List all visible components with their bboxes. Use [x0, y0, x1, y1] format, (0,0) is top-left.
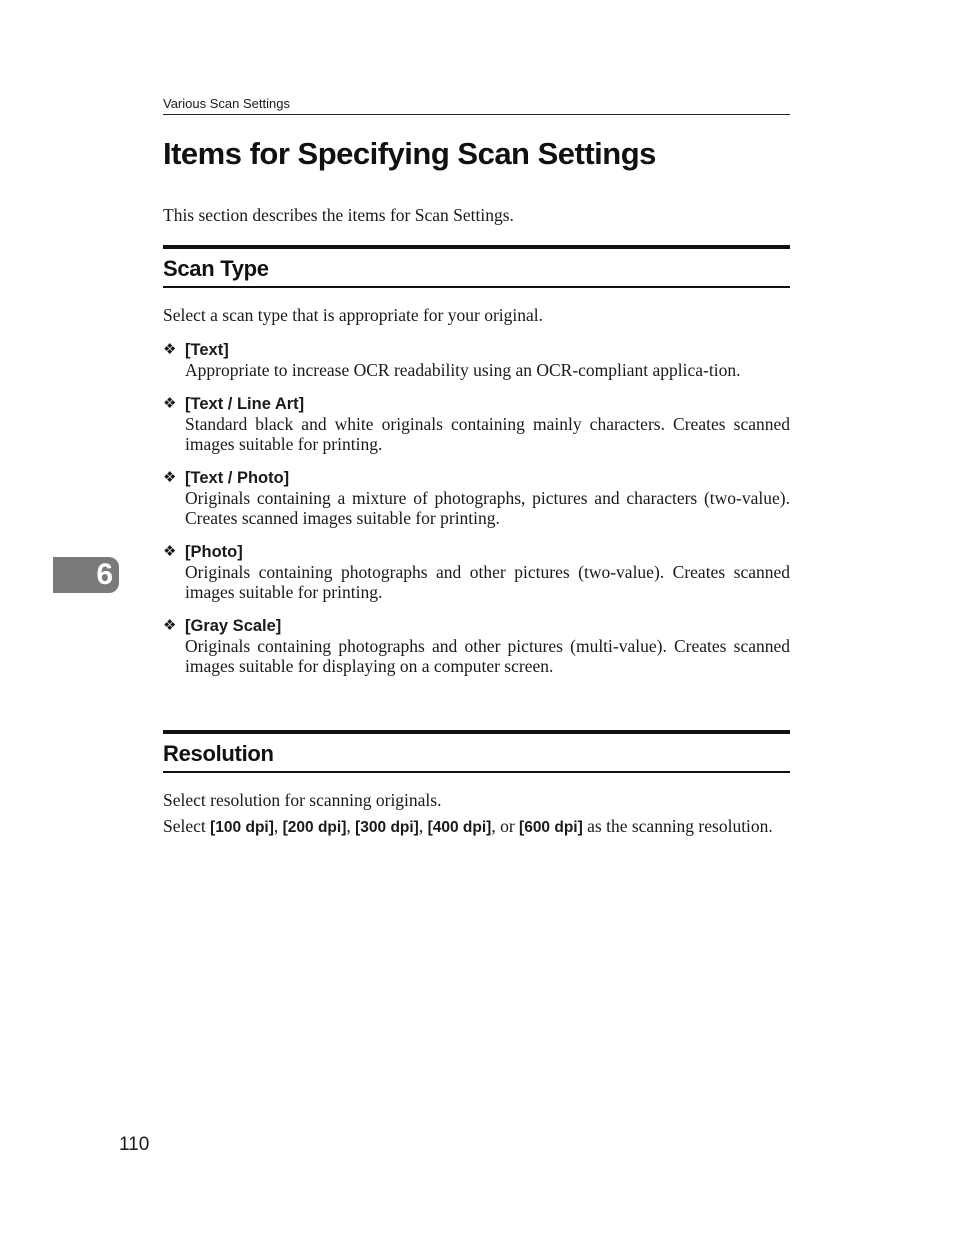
- scan-type-item-text-line-art: [163, 394, 790, 454]
- running-header: [163, 96, 790, 115]
- diamond-bullet-icon: ❖: [163, 543, 177, 560]
- resolution-heading: Resolution: [163, 730, 790, 773]
- item-label: [Text / Line Art]: [185, 395, 305, 413]
- select-prefix: Select: [163, 816, 206, 836]
- intro-text: This section describes the items for Scan Settings.: [163, 205, 514, 225]
- scan-type-section: [163, 245, 790, 676]
- scan-type-item-photo: [163, 542, 790, 602]
- scan-type-heading: Scan Type: [163, 245, 790, 288]
- item-description: Standard black and white originals containing mainly characters. Creates scanned images suitable for printing.: [185, 414, 790, 454]
- scan-type-item-text: [163, 340, 790, 380]
- item-description: Originals containing photographs and other pictures (two-value). Creates scanned images suitable for printing.: [185, 562, 790, 602]
- option-600-dpi: [600 dpi]: [519, 819, 583, 836]
- diamond-bullet-icon: ❖: [163, 395, 177, 412]
- scan-type-item-text-photo: [163, 468, 790, 528]
- option-300-dpi: [300 dpi]: [355, 819, 419, 836]
- separator: ,: [273, 816, 279, 836]
- or-separator: , or: [491, 816, 515, 836]
- resolution-description: Select resolution for scanning originals.: [163, 790, 442, 810]
- resolution-section: [163, 730, 790, 839]
- page-number: 110: [119, 1134, 150, 1155]
- separator: ,: [346, 816, 351, 836]
- item-label: [Text / Photo]: [185, 469, 290, 487]
- item-description: Appropriate to increase OCR readability using an OCR-compliant applica-tion.: [185, 360, 741, 380]
- chapter-tab: [53, 557, 119, 593]
- item-description: Originals containing a mixture of photographs, pictures and characters (two-value). Creates scanned images suitable for printing.: [185, 488, 790, 528]
- page-title: Items for Specifying Scan Settings: [163, 136, 656, 171]
- option-400-dpi: [400 dpi]: [427, 819, 492, 836]
- diamond-bullet-icon: ❖: [163, 341, 177, 358]
- item-label: [Text]: [185, 341, 229, 359]
- item-label: [Photo]: [185, 543, 243, 561]
- running-header-title: Various Scan Settings: [163, 96, 290, 111]
- scan-type-item-gray-scale: [163, 616, 790, 676]
- option-200-dpi: [200 dpi]: [282, 819, 347, 836]
- separator: ,: [418, 816, 424, 836]
- resolution-options-line: [163, 815, 790, 839]
- resolution-suffix: as the scanning resolution.: [587, 816, 773, 836]
- option-100-dpi: [100 dpi]: [210, 819, 274, 836]
- chapter-number: 6: [96, 558, 113, 591]
- item-description: Originals containing photographs and other pictures (multi-value). Creates scanned images suitable for displaying on a computer screen.: [185, 636, 790, 676]
- diamond-bullet-icon: ❖: [163, 469, 177, 486]
- diamond-bullet-icon: ❖: [163, 617, 177, 634]
- item-label: [Gray Scale]: [185, 617, 282, 635]
- scan-type-description: Select a scan type that is appropriate for your original.: [163, 305, 544, 325]
